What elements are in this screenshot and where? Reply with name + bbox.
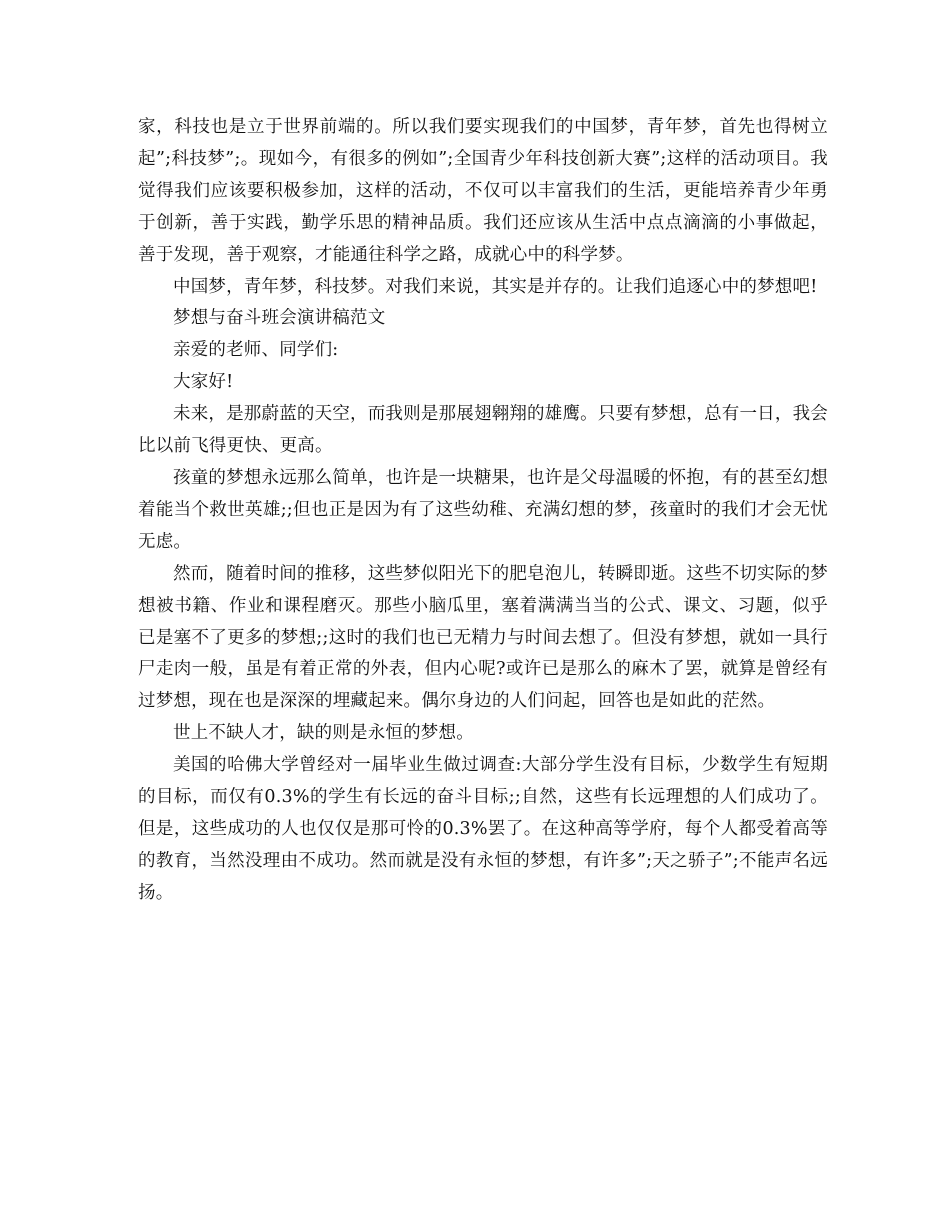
paragraph-8: 然而，随着时间的推移，这些梦似阳光下的肥皂泡儿，转瞬即逝。这些不切实际的梦想被书籍、作业和课程磨灭。那些小脑瓜里，塞着满满当当的公式、课文、习题，似乎已是塞不了更多的梦想;;这时的我们也已无精力与时间去想了。但没有梦想，就如一具行尸走肉一般，虽是有着正常的外表，但内心呢?或许已是那么的麻木了罢，就算是曾经有过梦想，现在也是深深的埋藏起来。偶尔身边的人们问起，回答也是如此的茫然。 (138, 563, 828, 712)
salutation: 亲爱的老师、同学们: (173, 340, 339, 361)
paragraph-7: 孩童的梦想永远那么简单，也许是一块糖果，也许是父母温暖的怀抱，有的甚至幻想着能当个救世英雄;;但也正是因为有了这些幼稚、充满幻想的梦，孩童时的我们才会无忧无虑。 (138, 467, 828, 552)
paragraph-1: 家，科技也是立于世界前端的。所以我们要实现我们的中国梦，青年梦，首先也得树立起”;科技梦”;。现如今，有很多的例如”;全国青少年科技创新大赛”;这样的活动项目。我觉得我们应该要积极参加，这样的活动，不仅可以丰富我们的生活，更能培养青少年勇于创新，善于实践，勤学乐思的精神品质。我们还应该从生活中点点滴滴的小事做起，善于发现，善于观察，才能通往科学之路，成就心中的科学梦。 (138, 117, 828, 265)
greeting: 大家好! (173, 372, 234, 393)
paragraph-2: 中国梦，青年梦，科技梦。对我们来说，其实是并存的。让我们追逐心中的梦想吧! (173, 276, 818, 297)
paragraph-6: 未来，是那蔚蓝的天空，而我则是那展翅翱翔的雄鹰。只要有梦想，总有一日，我会比以前飞得更快、更高。 (138, 404, 828, 457)
document-body (138, 112, 828, 910)
paragraph-10: 美国的哈佛大学曾经对一届毕业生做过调查:大部分学生没有目标，少数学生有短期的目标，而仅有0.3%的学生有长远的奋斗目标;;自然，这些有长远理想的人们成功了。但是，这些成功的人也仅仅是那可怜的0.3%罢了。在这种高等学府，每个人都受着高等的教育，当然没理由不成功。然而就是没有永恒的梦想，有许多”;天之骄子”;不能声名远扬。 (138, 755, 828, 903)
paragraph-9: 世上不缺人才，缺的则是永恒的梦想。 (173, 723, 474, 744)
speech-title: 梦想与奋斗班会演讲稿范文 (173, 308, 386, 329)
